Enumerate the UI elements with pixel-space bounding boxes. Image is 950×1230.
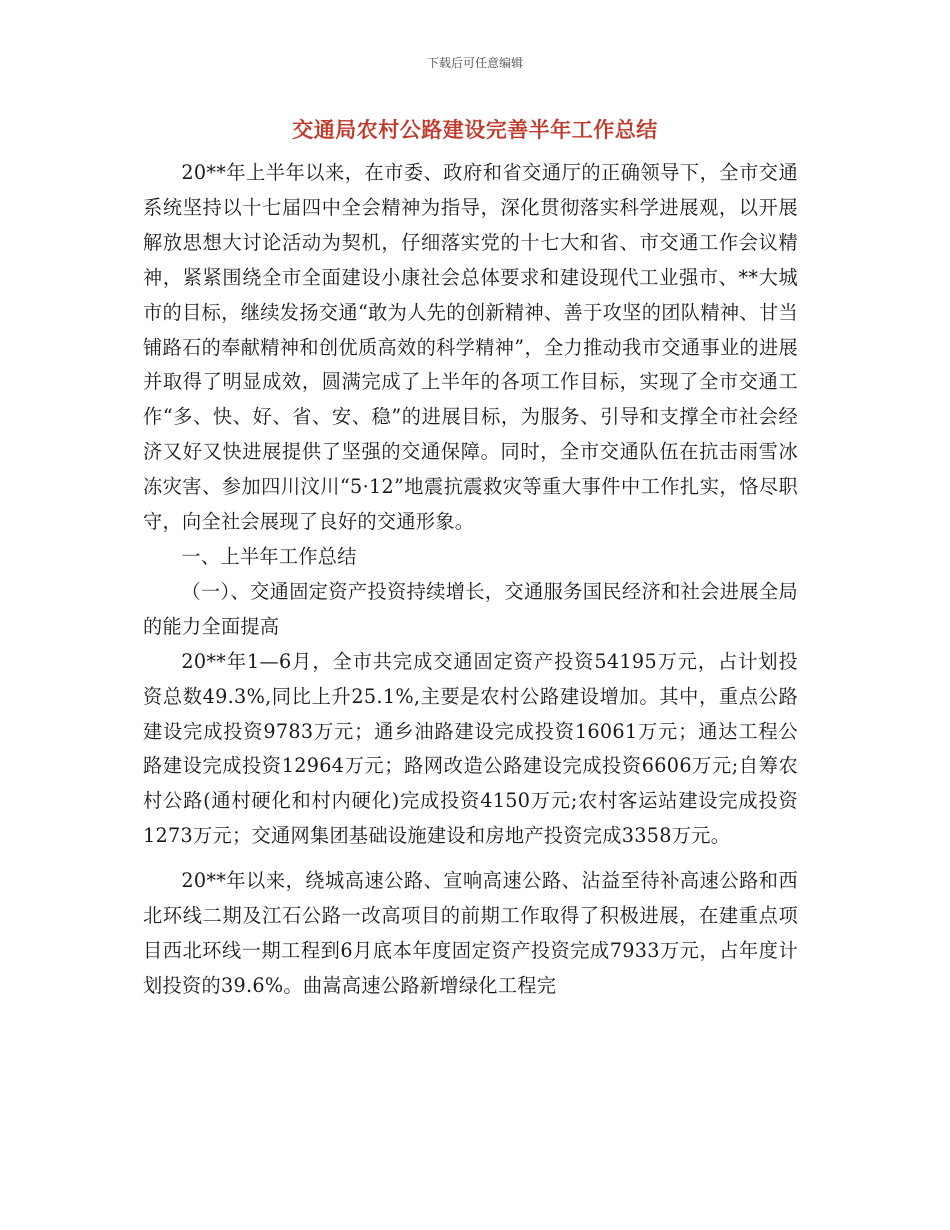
paragraph-investment: 20**年1—6月，全市共完成交通固定资产投资54195万元，占计划投资总数49.3%,同比上升25.1%,主要是农村公路建设增加。其中，重点公路建设完成投资9783万元；通乡油路建设完成投资16061万元；通达工程公路建设完成投资12964万元；路网改造公路建设完成投资6606万元;自筹农村公路(通村硬化和村内硬化)完成投资4150万元;农村客运站建设完成投资1273万元；交通网集团基础设施建设和房地产投资完成3358万元。 xyxy=(143,649,798,848)
subsection-heading: （一）、交通固定资产投资持续增长，交通服务国民经济和社会进展全局的能力全面提高 xyxy=(143,579,798,638)
page-header-note: 下载后可任意编辑 xyxy=(426,56,523,70)
section-heading: 一、上半年工作总结 xyxy=(181,544,357,568)
document-body xyxy=(143,156,798,1004)
paragraph-intro: 20**年上半年以来，在市委、政府和省交通厅的正确领导下，全市交通系统坚持以十七届四中全会精神为指导，深化贯彻落实科学进展观，以开展解放思想大讨论活动为契机，仔细落实党的十七大和省、市交通工作会议精神，紧紧围绕全市全面建设小康社会总体要求和建设现代工业强市、**大城市的目标，继续发扬交通“敢为人先的创新精神、善于攻坚的团队精神、甘当铺路石的奉献精神和创优质高效的科学精神”，全力推动我市交通事业的进展并取得了明显成效，圆满完成了上半年的各项工作目标，实现了全市交通工作“多、快、好、省、安、稳”的进展目标，为服务、引导和支撑全市社会经济又好又快进展提供了坚强的交通保障。同时，全市交通队伍在抗击雨雪冰冻灾害、参加四川汶川“5·12”地震抗震救灾等重大事件中工作扎实，恪尽职守，向全社会展现了良好的交通形象。 xyxy=(143,161,798,534)
paragraph-projects: 20**年以来，绕城高速公路、宣响高速公路、沾益至待补高速公路和西北环线二期及江石公路一改高项目的前期工作取得了积极进展，在建重点项目西北环线一期工程到6月底本年度固定资产投资完成7933万元，占年度计划投资的39.6%。曲嵩高速公路新增绿化工程完 xyxy=(143,869,798,997)
document-title: 交通局农村公路建设完善半年工作总结 xyxy=(292,118,658,142)
